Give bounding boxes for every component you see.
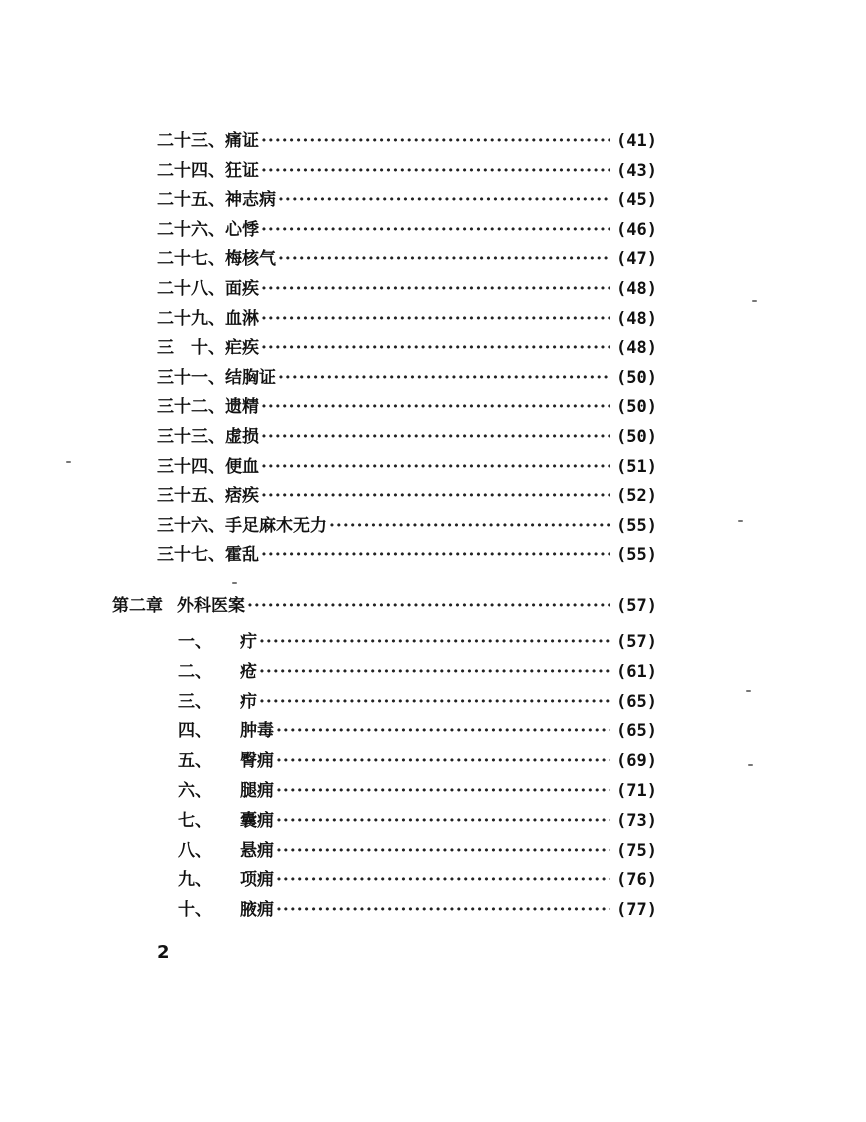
toc-entry-number: 五、 (178, 751, 212, 772)
toc-entry-number: 六、 (178, 781, 212, 801)
toc-entry-page-ref: (48) (616, 279, 657, 299)
leader-dots (329, 512, 610, 540)
toc-entry (178, 837, 657, 865)
toc-entry-title: 遗精 (225, 397, 259, 418)
leader-dots (261, 157, 610, 185)
toc-entry-number: 四、 (178, 721, 212, 742)
toc-entry-title: 痛证 (225, 131, 259, 151)
toc-entry-page-ref: (55) (616, 545, 657, 566)
toc-entry-title: 腋痈 (240, 900, 274, 921)
toc-entry-number: 八、 (178, 840, 212, 861)
toc-entry-page-ref: (55) (616, 515, 657, 536)
leader-dots (276, 866, 610, 894)
toc-entry-number: 三十三、 (157, 427, 225, 447)
toc-entry-number: 七、 (178, 810, 212, 831)
leader-dots (247, 592, 610, 620)
chapter-number: 第二章 (112, 596, 163, 616)
toc-entry-number: 十、 (178, 900, 212, 921)
print-speck (738, 520, 743, 522)
toc-entry-page-ref: (45) (616, 190, 657, 211)
toc-entry-page-ref: (50) (616, 397, 657, 418)
toc-entry-title: 疖 (240, 691, 257, 712)
toc-entry-page-ref: (51) (616, 456, 657, 477)
toc-entry-number: 二十六、 (157, 219, 225, 240)
toc-entry (178, 658, 657, 686)
toc-entry-page-ref: (77) (616, 900, 657, 921)
toc-entry (157, 275, 657, 303)
toc-entry-number: 九、 (178, 870, 212, 891)
toc-entry-page-ref: (48) (616, 338, 657, 359)
toc-entry-page-ref: (48) (616, 308, 657, 329)
leader-dots (261, 423, 610, 451)
leader-dots (276, 777, 610, 805)
toc-entry-page-ref: (43) (616, 160, 657, 181)
toc-entry-number: 二十九、 (157, 308, 225, 329)
toc-entry (157, 305, 657, 333)
leader-dots (261, 127, 610, 155)
toc-entry (178, 717, 657, 745)
leader-dots (261, 334, 610, 362)
leader-dots (259, 658, 610, 686)
toc-entry-title: 便血 (225, 456, 259, 477)
toc-entry (178, 688, 657, 716)
toc-entry (157, 364, 657, 392)
toc-entry-page-ref: (50) (616, 427, 657, 447)
print-speck (746, 690, 751, 692)
toc-entry (178, 777, 657, 805)
leader-dots (261, 393, 610, 421)
toc-entry-number: 三十七、 (157, 545, 225, 566)
toc-entry-title: 疟疾 (225, 338, 259, 359)
toc-entry-page-ref: (73) (616, 810, 657, 831)
chapter-page-ref: (57) (616, 596, 657, 616)
leader-dots (261, 275, 610, 303)
leader-dots (278, 245, 610, 273)
toc-entry-number: 三十四、 (157, 456, 225, 477)
leader-dots (276, 837, 610, 865)
toc-entry-title: 心悸 (225, 219, 259, 240)
toc-entry (157, 245, 657, 273)
leader-dots (278, 186, 610, 214)
toc-entry-title: 肿毒 (240, 721, 274, 742)
toc-entry-number: 一、 (178, 632, 212, 652)
toc-entry (178, 896, 657, 924)
toc-entry-page-ref: (57) (616, 632, 657, 652)
toc-entry-number: 三、 (178, 691, 212, 712)
toc-entry (178, 747, 657, 775)
leader-dots (261, 216, 610, 244)
toc-entry-title: 虚损 (225, 427, 259, 447)
toc-entry-number: 二十七、 (157, 249, 225, 270)
toc-entry-number: 二十四、 (157, 160, 225, 181)
toc-entry-title: 结胸证 (225, 367, 276, 388)
leader-dots (259, 628, 610, 656)
toc-entry-page-ref: (52) (616, 486, 657, 507)
toc-entry (157, 482, 657, 510)
toc-entry-title: 痞疾 (225, 486, 259, 507)
toc-entry (157, 393, 657, 421)
leader-dots (276, 807, 610, 835)
toc-entry-title: 手足麻木无力 (225, 515, 327, 536)
toc-entry (157, 127, 657, 155)
leader-dots (259, 688, 610, 716)
toc-entry-page-ref: (41) (616, 131, 657, 151)
toc-entry-title: 疮 (240, 661, 257, 682)
chapter-title: 外科医案 (177, 596, 245, 616)
toc-entry (157, 453, 657, 481)
toc-entry-page-ref: (65) (616, 691, 657, 712)
toc-entry-page-ref: (75) (616, 840, 657, 861)
toc-entry-page-ref: (50) (616, 367, 657, 388)
toc-entry (157, 423, 657, 451)
leader-dots (276, 896, 610, 924)
toc-entry (157, 157, 657, 185)
toc-entry (157, 216, 657, 244)
toc-entry-title: 狂证 (225, 160, 259, 181)
toc-entry-title: 梅核气 (225, 249, 276, 270)
toc-entry-title: 疔 (240, 632, 257, 652)
toc-entry-page-ref: (61) (616, 661, 657, 682)
print-speck (752, 300, 757, 302)
toc-entry-number: 三十二、 (157, 397, 225, 418)
chapter-heading (112, 592, 657, 620)
leader-dots (261, 453, 610, 481)
leader-dots (276, 717, 610, 745)
toc-entry-title: 面疾 (225, 279, 259, 299)
toc-entry-title: 囊痈 (240, 810, 274, 831)
toc-entry-number: 三十六、 (157, 515, 225, 536)
toc-entry (178, 807, 657, 835)
toc-entry-title: 臀痈 (240, 751, 274, 772)
toc-entry-number: 三 十、 (157, 338, 225, 359)
toc-entry-page-ref: (47) (616, 249, 657, 270)
leader-dots (278, 364, 610, 392)
page-number: 2 (157, 942, 170, 963)
leader-dots (276, 747, 610, 775)
toc-entry (157, 186, 657, 214)
toc-entry-title: 项痈 (240, 870, 274, 891)
toc-entry-page-ref: (71) (616, 781, 657, 801)
leader-dots (261, 482, 610, 510)
toc-entry-page-ref: (46) (616, 219, 657, 240)
toc-entry-number: 三十一、 (157, 367, 225, 388)
toc-entry-number: 二十八、 (157, 279, 225, 299)
toc-entry-title: 霍乱 (225, 545, 259, 566)
leader-dots (261, 541, 610, 569)
toc-entry-number: 二、 (178, 661, 212, 682)
print-speck (748, 764, 753, 766)
toc-entry-number: 二十三、 (157, 131, 225, 151)
toc-entry-title: 神志病 (225, 190, 276, 211)
print-speck (66, 461, 71, 463)
toc-entry-number: 二十五、 (157, 190, 225, 211)
leader-dots (261, 305, 610, 333)
print-speck (232, 582, 237, 584)
toc-entry-title: 血淋 (225, 308, 259, 329)
toc-entry-title: 悬痈 (240, 840, 274, 861)
toc-entry-number: 三十五、 (157, 486, 225, 507)
toc-entry-title: 腿痈 (240, 781, 274, 801)
toc-entry-page-ref: (65) (616, 721, 657, 742)
toc-entry (157, 334, 657, 362)
toc-entry-page-ref: (69) (616, 751, 657, 772)
toc-entry-page-ref: (76) (616, 870, 657, 891)
toc-entry (157, 541, 657, 569)
toc-entry (178, 866, 657, 894)
toc-entry (157, 512, 657, 540)
toc-entry (178, 628, 657, 656)
